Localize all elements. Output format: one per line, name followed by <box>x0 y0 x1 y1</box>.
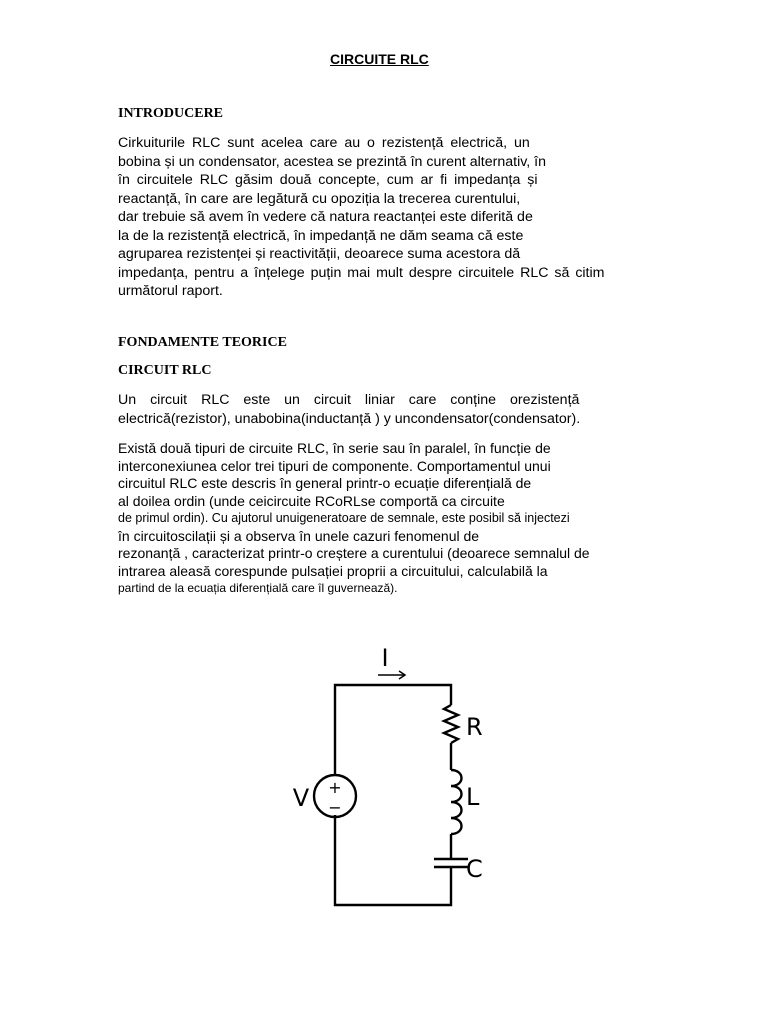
top-wire <box>335 685 451 775</box>
source-plus-sign: + <box>328 778 342 797</box>
current-label: I <box>381 644 389 672</box>
theory-line: interconexiunea celor trei tipuri de componente. Comportamentul unui <box>118 457 551 474</box>
intro-line: la de la rezistență electrică, în impedanță ne dăm seama că este <box>118 227 524 244</box>
theory-line: partind de la ecuația diferențială care îl guvernează). <box>118 581 398 595</box>
page-title: CIRCUITE RLC <box>330 51 429 67</box>
theory-line: de primul ordin). Cu ajutorul unuigeneratoare de semnale, este posibil să injectezi <box>118 511 570 525</box>
capacitor-label: C <box>466 855 483 883</box>
intro-paragraph <box>118 134 663 301</box>
source-label: V <box>292 784 310 812</box>
intro-line: reactanță, în care are legătură cu opoziția la trecerea curentului, <box>118 190 521 207</box>
intro-line: în circuitele RLC găsim două concepte, cum ar fi impedanța și <box>118 172 538 188</box>
theory-paragraph-1 <box>118 391 580 428</box>
resistor-label: R <box>466 713 483 741</box>
theory-line: Există două tipuri de circuite RLC, în serie sau în paralel, în funcție de <box>118 440 551 456</box>
theory-line: al doilea ordin (unde ceicircuite RCoRLse comportă ca circuite <box>118 492 505 509</box>
bottom-wire <box>335 815 451 905</box>
inductor-symbol <box>451 770 462 834</box>
theory-heading: FONDAMENTE TEORICE <box>118 335 287 350</box>
intro-line: agruparea rezistenței și reactivității, deoarece suma acestora dă <box>118 246 521 262</box>
intro-line: dar trebuie să avem în vedere că natura reactanței este diferită de <box>118 209 533 225</box>
inductor-label: L <box>466 783 480 811</box>
theory-line: rezonanță , caracterizat printr-o creștere a curentului (deoarece semnalul de <box>118 545 590 561</box>
theory-line: intrarea aleasă corespunde pulsației proprii a circuitului, calculabilă la <box>118 562 548 579</box>
theory-line: circuitul RLC este descris în general printr-o ecuație diferențială de <box>118 475 532 491</box>
intro-line: Cirkuiturile RLC sunt acelea care au o rezistență electrică, un <box>118 135 530 151</box>
circuit-subheading: CIRCUIT RLC <box>118 363 212 378</box>
intro-line: impedanța, pentru a înțelege puțin mai mult despre circuitele RLC să citim <box>118 264 605 281</box>
intro-heading: INTRODUCERE <box>118 106 224 121</box>
theory-line: în circuitoscilații și a observa în unele cazuri fenomenul de <box>118 527 480 544</box>
intro-line: următorul raport. <box>118 283 223 299</box>
theory-line: Un circuit RLC este un circuit liniar care conține orezistență <box>118 392 580 408</box>
theory-paragraph-2 <box>118 440 590 598</box>
theory-line: electrică(rezistor), unabobina(inductanță ) y uncondensator(condensator). <box>118 410 581 427</box>
rlc-circuit-diagram <box>280 635 510 915</box>
source-minus-sign: − <box>328 798 342 817</box>
intro-line: bobina și un condensator, acestea se prezintă în curent alternativ, în <box>118 153 546 170</box>
resistor-symbol <box>444 705 458 743</box>
